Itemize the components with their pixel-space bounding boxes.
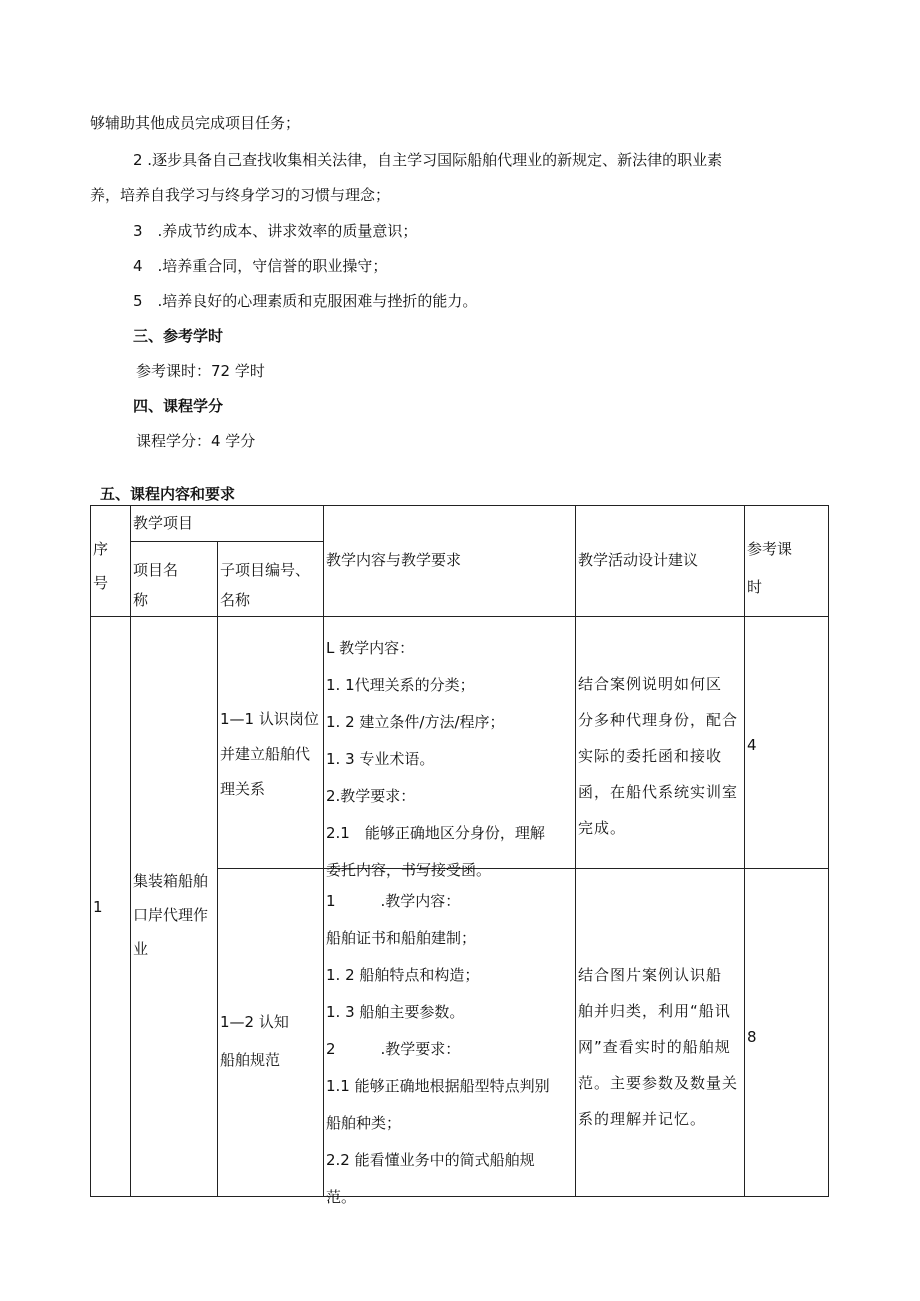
- header-teaching-item: 教学项目: [133, 514, 194, 532]
- hours-1-2: 8: [747, 1028, 757, 1046]
- reference-hours: 参考课时：72 学时: [136, 362, 265, 380]
- hours-1-1: 4: [747, 736, 757, 754]
- objective-4: 4 .培养重合同，守信誉的职业操守；: [133, 257, 388, 275]
- project-name: 集装箱船舶 口岸代理作 业: [133, 872, 209, 958]
- section-heading-hours: 三、参考学时: [133, 327, 224, 345]
- header-subproject: 子项目编号、 名称: [220, 561, 311, 609]
- activity-1-2: 结合图片案例认识船 舶并归类，利用“船讯 网”查看实时的船舶规 范。主要参数及数量关 系的理解并记忆。: [578, 966, 739, 1128]
- paragraph-continuation: 够辅助其他成员完成项目任务；: [90, 114, 301, 132]
- section-heading-content: 五、课程内容和要求: [100, 485, 236, 503]
- activity-1-1: 结合案例说明如何区 分多种代理身份，配合 实际的委托函和接收 函，在船代系统实训室 完成。: [578, 675, 739, 837]
- section-heading-credits: 四、课程学分: [133, 397, 224, 415]
- header-seq: 序 号: [93, 540, 109, 592]
- header-content: 教学内容与教学要求: [326, 551, 462, 569]
- objective-5: 5 .培养良好的心理素质和克服困难与挫折的能力。: [133, 292, 478, 310]
- header-project-name: 项目名 称: [133, 561, 179, 609]
- objective-2-line1: 2 .逐步具备自己查找收集相关法律，自主学习国际船舶代理业的新规定、新法律的职业素: [133, 151, 723, 169]
- subproject-1-2: 1—2 认知 船舶规范: [220, 1013, 289, 1069]
- content-1-2: 1 .教学内容： 船舶证书和船舶建制； 1. 2 船舶特点和构造； 1. 3 船舶主要参数。 2 .教学要求： 1.1 能够正确地根据船型特点判别 船舶种类； 2.2 能看懂业务中的简式船舶规 范。: [326, 892, 550, 1206]
- course-credits: 课程学分：4 学分: [136, 432, 256, 450]
- header-hours: 参考课 时: [747, 540, 793, 596]
- content-1-1: L 教学内容： 1. 1代理关系的分类； 1. 2 建立条件/方法/程序； 1. 3 专业术语。 2.教学要求： 2.1 能够正确地区分身份，理解 委托内容，书写接受函。: [326, 639, 545, 879]
- row-seq: 1: [93, 898, 103, 916]
- header-activity: 教学活动设计建议: [578, 551, 699, 569]
- subproject-1-1: 1—1 认识岗位 并建立船舶代 理关系: [220, 710, 319, 798]
- objective-3: 3 .养成节约成本、讲求效率的质量意识；: [133, 222, 418, 240]
- objective-2-line2: 养，培养自我学习与终身学习的习惯与理念；: [90, 186, 391, 204]
